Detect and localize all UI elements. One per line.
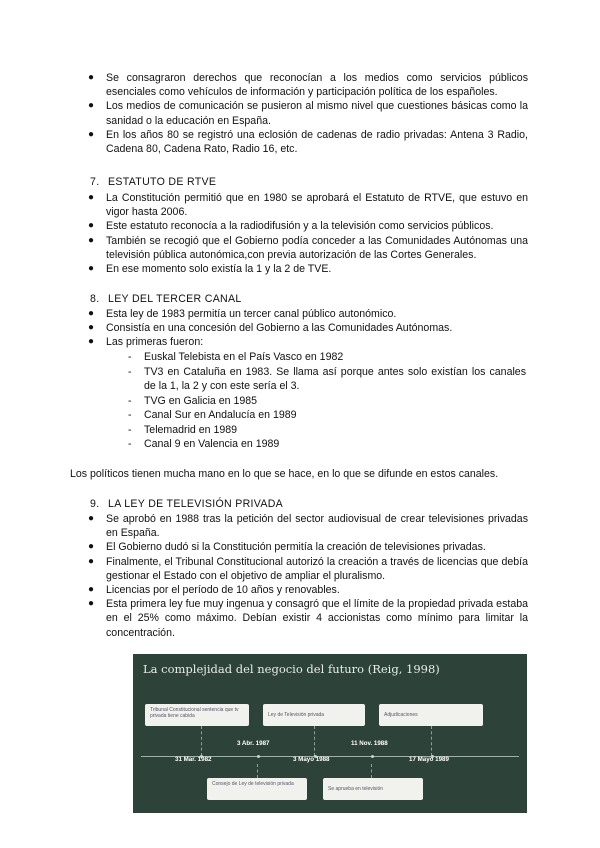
list-item: ● La Constitución permitió que en 1980 se aprobará el Estatuto de RTVE, que estuvo en vigor hasta 2006. (88, 192, 528, 219)
bullet-icon: ● (88, 513, 95, 524)
bullet-icon: ● (88, 128, 95, 140)
diagram-box-aprueba: Se aprueba en televisión (323, 778, 423, 800)
section-heading-8: 8. LEY DEL TERCER CANAL (90, 293, 242, 305)
sub-list-item: - Canal 9 en Valencia en 1989 (128, 438, 280, 450)
diagram-box-consejo: Consejo de Ley de televisión privada (207, 778, 307, 800)
bullet-icon: ● (88, 322, 95, 334)
bullet-icon: ● (88, 72, 95, 83)
list-item: ● Los medios de comunicación se pusieron al mismo nivel que cuestiones básicas como la sanidad o la educación en España. (88, 100, 528, 127)
diagram-box-adjudicaciones: Adjudicaciones (379, 704, 483, 726)
bullet-icon: ● (88, 541, 95, 553)
bullet-icon: ● (88, 100, 95, 112)
sub-list-item: - Telemadrid en 1989 (128, 423, 238, 436)
bullet-list-intro (88, 71, 528, 156)
list-item: ● Finalmente, el Tribunal Constitucional autorizó la creación a través de licencias que debía gestionar el Estado con el objetivo de ampliar el pluralismo. (88, 555, 528, 582)
sub-list-item: - TV3 en Cataluña en 1983. Se llama así porque antes solo existían los canales de la 1, la 2 y con este sería el 3. (128, 365, 526, 392)
bullet-icon: ● (88, 234, 95, 246)
timeline-connector (314, 726, 315, 756)
diagram-box-ley: Ley de Televisión privada (263, 704, 365, 726)
bullet-icon: ● (88, 598, 95, 610)
timeline-connector (371, 764, 372, 778)
list-item: ● Se consagraron derechos que reconocían a los medios como servicios públicos esenciales como vehículos de información y participación política de los españoles. (88, 72, 528, 99)
bullet-list-estatuto (88, 191, 528, 276)
sub-list-item: - TVG en Galicia en 1985 (128, 394, 258, 407)
sub-list-item: - Canal Sur en Andalucía en 1989 (128, 409, 297, 421)
timeline-connector (201, 726, 202, 756)
sub-list-item: - Euskal Telebista en el País Vasco en 1982 (128, 351, 344, 363)
list-item: ● Esta ley de 1983 permitía un tercer canal público autonómico. (88, 308, 397, 320)
list-item: ● Se aprobó en 1988 tras la petición del sector audiovisual de crear televisiones privadas en España. (88, 513, 528, 540)
list-item: ● En los años 80 se registró una eclosión de cadenas de radio privadas: Antena 3 Radio, Cadena 80, Cadena Rato, Radio 16, etc. (88, 128, 528, 156)
bullet-list-tercer-canal (88, 307, 528, 350)
diagram-box-tribunal: Tribunal Constitucional sentencia que tv privada tiene cabida (145, 704, 249, 726)
list-item: ● Las primeras fueron: (88, 336, 204, 349)
bullet-icon: ● (88, 263, 95, 275)
timeline-date-upper: 11 Nov. 1988 (351, 740, 388, 747)
timeline-diagram (133, 654, 527, 813)
bullet-icon: ● (88, 336, 95, 348)
timeline-connector (257, 764, 258, 778)
list-item: ● El Gobierno dudó si la Constitución permitía la creación de televisiones privadas. (88, 541, 486, 554)
timeline-date-lower: 31 Mar. 1982 (175, 756, 212, 763)
body-paragraph: Los políticos tienen mucha mano en lo que se hace, en lo que se difunde en estos canales. (70, 468, 499, 480)
timeline-marker (371, 755, 374, 758)
list-item: ● Consistía en una concesión del Gobierno a las Comunidades Autónomas. (88, 322, 453, 335)
diagram-title: La complejidad del negocio del futuro (Reig, 1998) (143, 662, 440, 676)
bullet-icon: ● (88, 584, 95, 596)
list-item: ● Licencias por el período de 10 años y renovables. (88, 584, 340, 597)
timeline-date-lower: 3 Mayo 1988 (293, 756, 330, 763)
bullet-icon: ● (88, 308, 95, 319)
bullet-icon: ● (88, 220, 95, 232)
list-item: ● En ese momento solo existía la 1 y la 2 de TVE. (88, 263, 332, 276)
list-item: ● También se recogió que el Gobierno podía conceder a las Comunidades Autónomas una televisión pública autonómica,con previa autorización de las Cortes Generales. (88, 234, 528, 261)
list-item: ● Este estatuto reconocía a la radiodifusión y a la televisión como servicios públicos. (88, 220, 494, 233)
timeline-date-upper: 3 Abr. 1987 (237, 740, 270, 747)
bullet-icon: ● (88, 555, 95, 567)
list-item: ● Esta primera ley fue muy ingenua y consagró que el límite de la propiedad privada estaba en el 25% como máximo. Debían existir 4 accionistas como mínimo para limitar la concentración. (88, 598, 528, 639)
timeline-connector (431, 726, 432, 756)
sublist-canales (128, 350, 526, 452)
section-heading-7: 7. ESTATUTO DE RTVE (90, 176, 217, 188)
bullet-list-tv-privada (88, 512, 528, 640)
timeline-date-lower: 17 Mayo 1989 (409, 756, 449, 763)
timeline-marker (257, 755, 260, 758)
bullet-icon: ● (88, 192, 95, 203)
section-heading-9: 9. LA LEY DE TELEVISIÓN PRIVADA (90, 498, 284, 510)
